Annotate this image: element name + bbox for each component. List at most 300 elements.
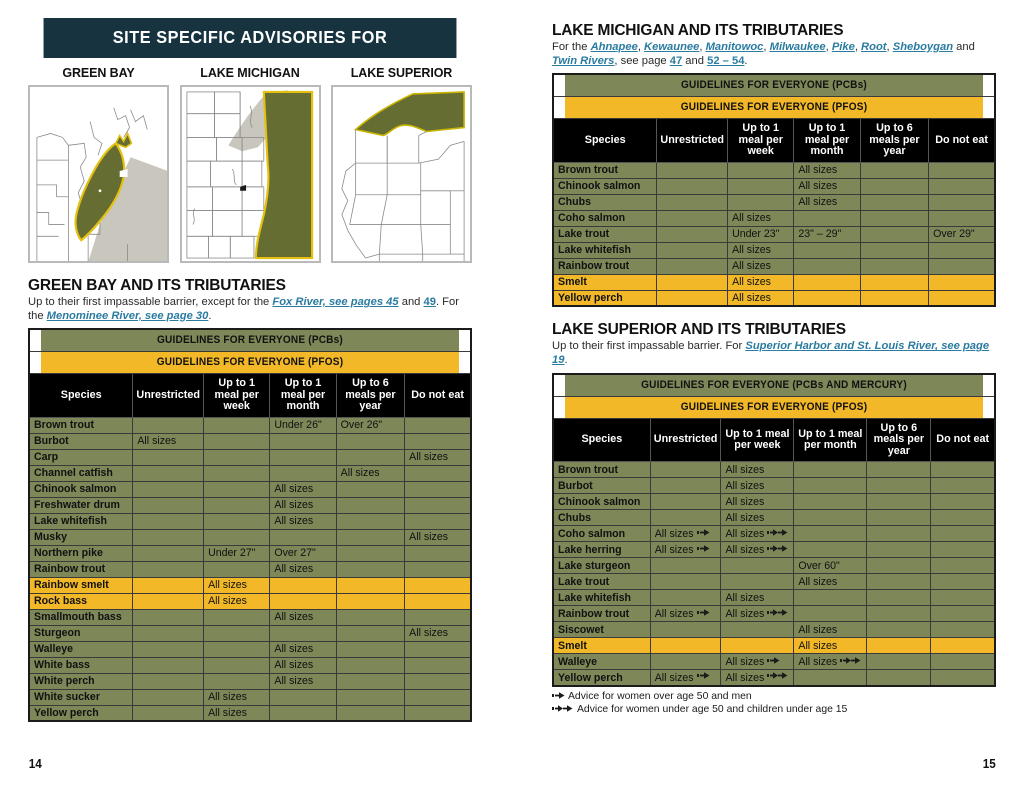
link-twin-rivers[interactable]: Twin Rivers [552,54,615,67]
advisory-cell [721,526,794,542]
species-cell: Lake whitefish [29,513,133,529]
advisory-cell [405,433,471,449]
advisory-cell [867,526,931,542]
advisory-cell [931,462,995,478]
advisory-cell [860,290,929,306]
green-bay-table-body [29,417,471,721]
advisory-cell: All sizes [270,641,336,657]
advisory-cell [133,641,204,657]
species-cell: White bass [29,657,133,673]
advisory-cell [931,622,995,638]
link-root[interactable]: Root [861,41,887,53]
table-row [553,590,995,606]
single-arrow-icon [767,656,780,665]
advisory-cell [867,542,931,558]
advisory-cell [794,606,867,622]
advisory-cell [133,689,204,705]
table-row [29,513,471,529]
single-arrow-icon [697,608,710,617]
advisory-cell [405,545,471,561]
species-cell: Smallmouth bass [29,609,133,625]
advisory-cell [204,609,270,625]
lm-intro-4: . [744,54,748,67]
advisory-cell [336,657,405,673]
advisory-cell [133,513,204,529]
advisory-value: All sizes [725,511,765,524]
advisory-cell: All sizes [794,178,860,194]
species-cell: Siscowet [553,622,650,638]
advisory-value: All sizes [798,639,838,652]
advisory-cell [270,593,336,609]
advisory-cell [929,290,995,306]
advisory-cell [860,178,929,194]
species-cell: Rainbow trout [29,561,133,577]
lm-sep-2: , [699,41,706,53]
table-row [553,542,995,558]
advisory-cell: Over 27" [270,545,336,561]
table-row [553,670,995,686]
advisory-cell [204,449,270,465]
footnote-text: Advice for women under age 50 and children under age 15 [577,703,848,715]
advisory-cell [204,481,270,497]
advisory-cell [405,673,471,689]
table-row [29,497,471,513]
advisory-cell [867,478,931,494]
single-arrow-icon [697,528,710,537]
table-row [29,417,471,433]
table-row [29,625,471,641]
advisory-cell [721,510,794,526]
double-arrow-icon [767,544,789,553]
species-cell: Coho salmon [553,526,650,542]
advisory-cell [650,526,721,542]
advisory-cell [931,558,995,574]
species-cell: Rainbow smelt [29,577,133,593]
advisory-cell [204,657,270,673]
ls-intro-2: . [564,354,568,367]
advisory-cell [405,481,471,497]
advisory-value: All sizes [725,527,765,540]
table-row [553,226,995,242]
col-meals-year: Up to 6 meals per year [860,119,929,163]
species-cell: Brown trout [553,462,650,478]
advisory-cell [794,574,867,590]
advisory-cell: All sizes [794,194,860,210]
advisory-cell [336,689,405,705]
advisory-cell [657,162,728,178]
table-row [553,558,995,574]
advisory-cell [405,609,471,625]
footnote [552,690,996,703]
advisory-cell [931,606,995,622]
lake-superior-advisory-table [552,373,996,687]
advisory-cell: Over 26" [336,417,405,433]
advisory-cell [929,242,995,258]
advisory-cell: All sizes [728,290,794,306]
species-cell: Carp [29,449,133,465]
intro-text-4: . [208,309,212,322]
advisory-cell [405,657,471,673]
advisory-cell [204,465,270,481]
table-row [29,529,471,545]
footnote [552,703,996,716]
lm-sep-7: and [953,41,975,53]
species-cell: White perch [29,673,133,689]
advisory-cell [336,545,405,561]
table-row [29,609,471,625]
link-page-49[interactable]: 49 [423,296,436,308]
species-cell: Freshwater drum [29,497,133,513]
advisory-value: All sizes [654,671,694,684]
advisory-cell [133,705,204,721]
advisory-cell [794,542,867,558]
link-sheboygan[interactable]: Sheboygan [892,41,954,53]
col-species: Species [553,418,650,462]
col-unrestricted: Unrestricted [133,374,204,418]
table-row [553,210,995,226]
table-row [29,577,471,593]
advisory-cell [133,593,204,609]
double-arrow-icon [767,528,789,537]
table-row [553,606,995,622]
species-cell: Rock bass [29,593,133,609]
table-row [553,654,995,670]
col-meal-month: Up to 1 meal per month [794,119,860,163]
advisory-cell [860,274,929,290]
advisory-cell [931,542,995,558]
advisory-cell [721,590,794,606]
map-title-green-bay: GREEN BAY [62,66,135,80]
lake-michigan-heading: LAKE MICHIGAN AND ITS TRIBUTARIES [552,22,844,39]
advisory-cell [794,510,867,526]
lake-superior-table-body [553,462,995,686]
advisory-cell [650,478,721,494]
advisory-cell [721,670,794,686]
advisory-cell [657,194,728,210]
table-row [29,545,471,561]
advisory-cell [336,609,405,625]
table-row [553,526,995,542]
advisory-cell [133,625,204,641]
table-row [553,478,995,494]
band-label-pfos: GUIDELINES FOR EVERYONE (PFOS) [40,352,460,374]
band-label-pfos: GUIDELINES FOR EVERYONE (PFOS) [564,396,984,418]
link-kewaunee[interactable]: Kewaunee [644,41,700,53]
advisory-cell [336,481,405,497]
advisory-cell [405,641,471,657]
species-cell: Smelt [553,638,650,654]
advisory-cell: All sizes [728,258,794,274]
advisory-cell: All sizes [405,449,471,465]
advisory-cell [860,242,929,258]
advisory-value: All sizes [725,671,765,684]
advisory-value: All sizes [725,607,765,620]
map-block-lake-michigan [180,66,321,263]
link-ahnapee[interactable]: Ahnapee [590,41,638,53]
advisory-cell [794,478,867,494]
advisory-cell: All sizes [270,561,336,577]
species-cell: Lake trout [553,226,657,242]
advisory-cell [657,258,728,274]
lm-sep-5: , [854,41,862,53]
advisory-cell: All sizes [204,705,270,721]
ls-intro-1: Up to their first impassable barrier. For [552,340,746,353]
advisory-cell: All sizes [133,433,204,449]
table-row [553,162,995,178]
col-unrestricted: Unrestricted [650,418,721,462]
advisory-cell [657,178,728,194]
lm-intro-3: and [682,54,708,67]
advisory-cell [867,558,931,574]
table-row [29,689,471,705]
advisory-cell [650,622,721,638]
link-page-47[interactable]: 47 [669,54,683,67]
single-arrow-icon [697,544,710,553]
band-label-pcb: GUIDELINES FOR EVERYONE (PCBs AND MERCURY) [564,374,984,397]
map-title-lake-superior: LAKE SUPERIOR [350,66,453,80]
lake-superior-heading: LAKE SUPERIOR AND ITS TRIBUTARIES [552,321,846,339]
advisory-cell [860,194,929,210]
advisory-cell [405,465,471,481]
table-row [553,242,995,258]
advisory-cell: Under 26" [270,417,336,433]
species-cell: Coho salmon [553,210,657,226]
advisory-cell [133,545,204,561]
table-row [553,638,995,654]
advisory-cell [657,242,728,258]
advisory-cell [867,510,931,526]
advisory-cell: All sizes [728,274,794,290]
advisory-cell: All sizes [405,625,471,641]
table-row [29,593,471,609]
advisory-cell [867,462,931,478]
advisory-value: All sizes [654,543,694,556]
link-superior-harbor[interactable]: Superior Harbor and St. Louis River, see page 19 [552,340,990,367]
table-row [29,449,471,465]
advisory-cell [650,590,721,606]
advisory-cell [133,449,204,465]
table-row [29,657,471,673]
species-cell: White sucker [29,689,133,705]
advisory-cell [650,574,721,590]
advisory-cell [204,497,270,513]
table-row [29,465,471,481]
species-cell: Rainbow trout [553,258,657,274]
link-manitowoc[interactable]: Manitowoc [705,41,764,53]
advisory-cell [931,654,995,670]
advisory-cell [336,529,405,545]
advisory-cell: All sizes [270,513,336,529]
advisory-value: All sizes [798,623,838,636]
advisory-cell [336,513,405,529]
species-cell: Walleye [553,654,650,670]
species-cell: Yellow perch [553,670,650,686]
advisory-cell [931,478,995,494]
lake-michigan-intro [552,41,996,68]
link-menominee-river[interactable]: Menominee River, see page 30 [46,309,209,322]
advisory-value: All sizes [798,575,838,588]
table-row [553,574,995,590]
advisory-cell [867,622,931,638]
advisory-cell [270,449,336,465]
advisory-cell [794,670,867,686]
advisory-cell [794,558,867,574]
advisory-cell [270,705,336,721]
advisory-cell: All sizes [270,657,336,673]
lake-superior-intro [552,340,996,367]
band-row-pfos [29,352,471,374]
advisory-cell [794,274,860,290]
advisory-cell [929,210,995,226]
band-row-pcb [29,329,471,352]
advisory-cell [794,638,867,654]
advisory-cell [931,670,995,686]
link-milwaukee[interactable]: Milwaukee [769,41,826,53]
footnote-text: Advice for women over age 50 and men [568,690,752,702]
advisory-cell [204,529,270,545]
advisory-cell: All sizes [728,210,794,226]
advisory-cell [336,625,405,641]
species-cell: Chubs [553,510,650,526]
species-cell: Sturgeon [29,625,133,641]
species-cell: Burbot [553,478,650,494]
advisory-cell [270,529,336,545]
advisory-cell [336,449,405,465]
advisory-cell [650,654,721,670]
advisory-cell [860,258,929,274]
link-pages-52-54[interactable]: 52 – 54 [707,54,745,67]
advisory-value: All sizes [725,479,765,492]
advisory-cell: All sizes [270,609,336,625]
advisory-value: All sizes [654,607,694,620]
species-cell: Northern pike [29,545,133,561]
advisory-cell [794,622,867,638]
advisory-cell [721,638,794,654]
advisory-cell [133,497,204,513]
advisory-cell [650,670,721,686]
advisory-cell [336,641,405,657]
advisory-cell [867,606,931,622]
col-do-not-eat: Do not eat [931,418,995,462]
advisory-cell [721,494,794,510]
advisory-cell [931,510,995,526]
col-meals-year: Up to 6 meals per year [867,418,931,462]
advisory-cell [405,497,471,513]
col-species: Species [29,374,133,418]
double-arrow-icon [767,671,789,680]
double-arrow-icon [767,608,789,617]
lm-intro-2: , see page [614,54,670,67]
map-green-bay-icon [28,85,169,263]
advisory-cell [133,481,204,497]
advisory-cell [405,705,471,721]
site-advisories-banner [28,18,472,58]
page-number-right: 15 [982,756,996,771]
advisory-cell: Under 23" [728,226,794,242]
table-row [29,561,471,577]
lm-sep-4: , [825,41,832,53]
species-cell: Brown trout [29,417,133,433]
species-cell: Lake trout [553,574,650,590]
advisory-cell [650,462,721,478]
advisory-cell [867,494,931,510]
lm-sep-1: , [637,41,645,53]
advisory-cell [794,462,867,478]
advisory-cell [931,494,995,510]
species-cell: Chubs [553,194,657,210]
advisory-cell [336,673,405,689]
table-row [553,194,995,210]
advisory-cell [929,274,995,290]
advisory-cell [794,526,867,542]
col-unrestricted: Unrestricted [657,119,728,163]
advisory-cell [405,417,471,433]
table-header-row [553,119,995,163]
species-cell: Lake sturgeon [553,558,650,574]
advisory-cell [133,561,204,577]
advisory-cell: Under 27" [204,545,270,561]
species-cell: Burbot [29,433,133,449]
advisory-cell [336,433,405,449]
table-header-row [29,374,471,418]
map-block-green-bay [28,66,169,263]
link-fox-river[interactable]: Fox River, see pages 45 [272,296,399,308]
lm-intro-1: For the [552,41,591,53]
intro-text-3: . For the [28,296,459,322]
advisory-cell [204,673,270,689]
advisory-cell [721,654,794,670]
advisory-value: All sizes [798,655,838,668]
table-row [553,622,995,638]
col-meal-week: Up to 1 meal per week [728,119,794,163]
advisory-cell [405,689,471,705]
band-row-pcb [553,374,995,397]
table-row [553,494,995,510]
advisory-cell [657,226,728,242]
advisory-cell [657,290,728,306]
advisory-cell [721,622,794,638]
advisory-cell [204,513,270,529]
advisory-cell [204,433,270,449]
page-number-left: 14 [28,756,42,771]
advisory-cell [650,638,721,654]
advisory-cell [721,462,794,478]
map-title-lake-michigan: LAKE MICHIGAN [200,66,300,80]
green-bay-intro [28,296,472,323]
advisory-cell [336,705,405,721]
table-header-row [553,418,995,462]
advisory-cell: All sizes [336,465,405,481]
table-row [553,178,995,194]
table-row [553,290,995,306]
right-page [512,0,1024,795]
advisory-cell [270,689,336,705]
advisory-cell [336,561,405,577]
advisory-cell [931,574,995,590]
single-arrow-icon [552,691,565,700]
advisory-cell [794,242,860,258]
advisory-cell: All sizes [794,162,860,178]
advisory-cell [270,465,336,481]
species-cell: Rainbow trout [553,606,650,622]
advisory-cell [405,513,471,529]
advisory-cell [204,625,270,641]
advisory-value: Over 60" [798,559,840,572]
band-row-pcb [553,74,995,97]
link-pike[interactable]: Pike [831,41,855,53]
col-species: Species [553,119,657,163]
species-cell: Yellow perch [29,705,133,721]
